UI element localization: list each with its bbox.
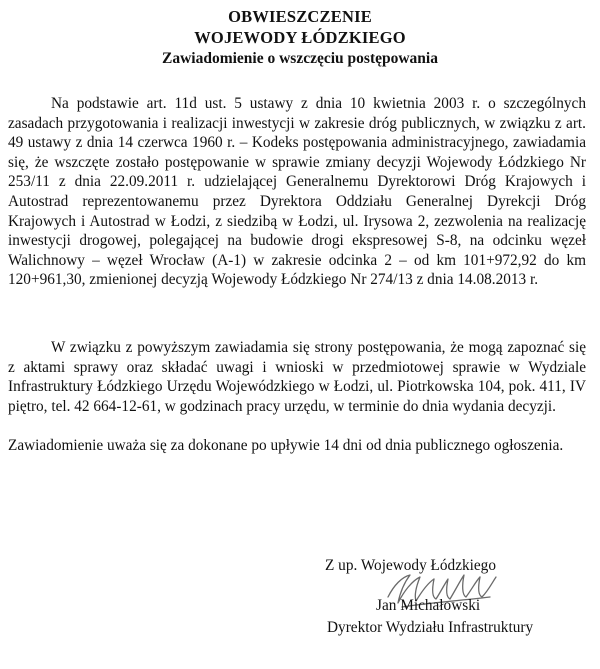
signatory-title: Dyrektor Wydziału Infrastruktury (327, 619, 534, 636)
issuer-heading: WOJEWODY ŁÓDZKIEGO (194, 28, 406, 47)
on-behalf-line: Z up. Wojewody Łódzkiego (325, 557, 496, 574)
signatory-name: Jan Michałowski (376, 597, 481, 614)
notice-heading: OBWIESZCZENIE (228, 7, 372, 26)
paragraph-parties-info: W związku z powyższym zawiadamia się strony postępowania, że mogą zapoznać się z aktami sprawy oraz składać uwagi i wnioski w przedmiotowej sprawie w Wydziale Infrastruktury Łódzkiego Urzędu Wojewódzkiego w Łodzi, ul. Piotrkowska 104, pok. 411, IV piętro, tel. 42 664-12-61, w godzinach pracy urzędu, w terminie do dnia wydania decyzji. (8, 339, 586, 415)
paragraph-legal-basis: Na podstawie art. 11d ust. 5 ustawy z dnia 10 kwietnia 2003 r. o szczególnych zasadach przygotowania i realizacji inwestycji w zakresie dróg publicznych, w związku z art. 49 ustawy z dnia 14 czerwca 1960 r. – Kodeks postępowania administracyjnego, zawiadamia się, że wszczęte zostało postępowanie w sprawie zmiany decyzji Wojewody Łódzkiego Nr 253/11 z dnia 22.09.2011 r. udzielającej Generalnemu Dyrektorowi Dróg Krajowych i Autostrad reprezentowanemu przez Dyrektora Oddziału Generalnej Dyrekcji Dróg Krajowych i Autostrad w Łodzi, z siedzibą w Łodzi, ul. Irysowa 2, zezwolenia na realizację inwestycji drogowej, polegającej na budowie drogi ekspresowej S-8, na odcinku węzeł Walichnowy – węzeł Wrocław (A-1) w zakresie odcinka 2 – od km 101+972,92 do km 120+961,30, zmienionej decyzją Wojewody Łódzkiego Nr 274/13 z dnia 14.08.2013 r. (8, 95, 586, 289)
notice-subtitle: Zawiadomienie o wszczęciu postępowania (162, 50, 438, 67)
paragraph-effective-notice: Zawiadomienie uważa się za dokonane po upływie 14 dni od dnia publicznego ogłoszenia. (8, 437, 564, 454)
